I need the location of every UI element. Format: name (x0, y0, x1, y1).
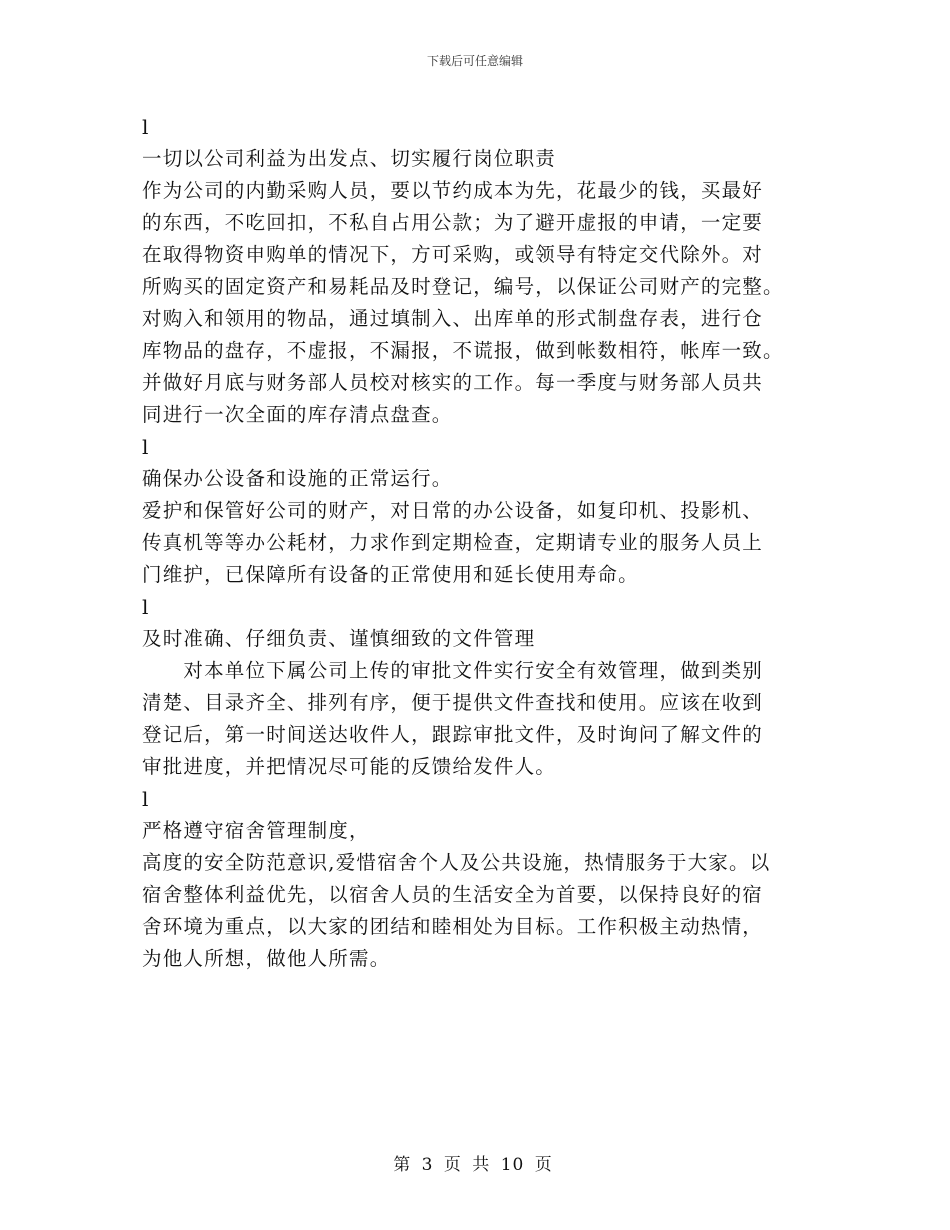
paragraph-line: 传真机等等办公耗材，力求作到定期检查，定期请专业的服务人员上 (142, 531, 764, 554)
paragraph-line: 并做好月底与财务部人员校对核实的工作。每一季度与财务部人员共 (142, 371, 764, 394)
paragraph-line: 审批进度，并把情况尽可能的反馈给发件人。 (142, 755, 557, 778)
header-note: 下载后可任意编辑 (426, 54, 523, 68)
section-1 (142, 111, 822, 431)
paragraph-line: 登记后，第一时间送达收件人，跟踪审批文件，及时询问了解文件的 (142, 723, 764, 746)
footer-page-word: 页 (443, 1155, 462, 1175)
paragraph-line: 所购买的固定资产和易耗品及时登记，编号，以保证公司财产的完整。 (142, 275, 784, 298)
section-2 (142, 431, 822, 591)
footer-prefix: 第 (393, 1155, 412, 1175)
section-heading: 确保办公设备和设施的正常运行。 (142, 467, 453, 490)
section-heading: 一切以公司利益为出发点、切实履行岗位职责 (142, 147, 557, 170)
footer-total-pages: 10 (500, 1155, 525, 1175)
paragraph-line: 库物品的盘存，不虚报，不漏报，不谎报，做到帐数相符，帐库一致。 (142, 339, 784, 362)
paragraph-line: 清楚、目录齐全、排列有序，便于提供文件查找和使用。应该在收到 (142, 691, 764, 714)
paragraph-line: 在取得物资申购单的情况下，方可采购，或领导有特定交代除外。对 (142, 243, 764, 266)
page-footer (0, 1154, 950, 1176)
section-heading: 及时准确、仔细负责、谨慎细致的文件管理 (142, 627, 536, 650)
footer-suffix: 页 (534, 1155, 553, 1175)
section-heading: 严格遵守宿舍管理制度， (142, 819, 370, 842)
section-3 (142, 591, 822, 783)
paragraph-line: 对购入和领用的物品，通过填制入、出库单的形式制盘存表，进行仓 (142, 307, 764, 330)
section-number: l (142, 435, 150, 459)
section-number: l (142, 595, 150, 619)
section-number: l (142, 787, 150, 811)
paragraph-line: 同进行一次全面的库存清点盘查。 (142, 403, 453, 426)
footer-total-word: 共 (472, 1155, 491, 1175)
paragraph-line: 门维护，已保障所有设备的正常使用和延长使用寿命。 (142, 563, 639, 586)
paragraph-line: 作为公司的内勤采购人员，要以节约成本为先，花最少的钱，买最好 (142, 179, 764, 202)
paragraph-line: 高度的安全防范意识,爱惜宿舍个人及公共设施，热情服务于大家。以 (142, 851, 771, 874)
paragraph-line: 舍环境为重点，以大家的团结和睦相处为目标。工作积极主动热情， (142, 915, 764, 938)
section-number: l (142, 115, 150, 139)
paragraph-line: 对本单位下属公司上传的审批文件实行安全有效管理，做到类别 (142, 659, 764, 682)
paragraph-line: 为他人所想，做他人所需。 (142, 947, 391, 970)
page-header (0, 53, 950, 69)
paragraph-line: 宿舍整体利益优先，以宿舍人员的生活安全为首要，以保持良好的宿 (142, 883, 764, 906)
footer-current-page: 3 (421, 1155, 434, 1175)
document-body (142, 111, 822, 975)
paragraph-line: 爱护和保管好公司的财产，对日常的办公设备，如复印机、投影机、 (142, 499, 764, 522)
section-4 (142, 783, 822, 975)
paragraph-line: 的东西，不吃回扣，不私自占用公款；为了避开虚报的申请，一定要 (142, 211, 764, 234)
